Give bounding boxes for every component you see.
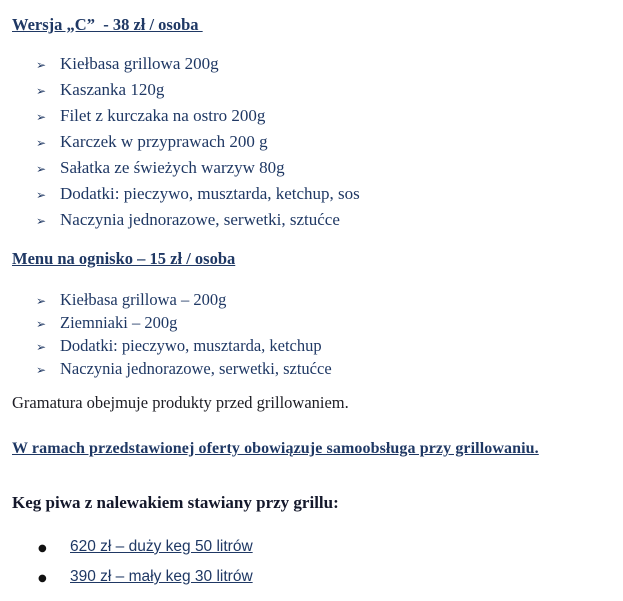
menu-item	[36, 106, 611, 132]
keg-price-item	[38, 538, 611, 568]
menu-item	[36, 359, 611, 382]
arrow-bullet-icon: ➢	[36, 214, 47, 228]
menu-item-text: Ziemniaki – 200g	[60, 313, 178, 332]
menu-item-text: Kaszanka 120g	[60, 80, 165, 99]
keg-price-list	[12, 538, 611, 598]
dot-bullet-icon: ●	[38, 573, 47, 584]
menu-item-text: Filet z kurczaka na ostro 200g	[60, 106, 266, 125]
arrow-bullet-icon: ➢	[36, 363, 47, 377]
section-heading-wersja-c: Wersja „C” - 38 zł / osoba	[12, 15, 203, 34]
menu-item	[36, 336, 611, 359]
arrow-bullet-icon: ➢	[36, 58, 47, 72]
arrow-bullet-icon: ➢	[36, 340, 47, 354]
menu-item-text: Naczynia jednorazowe, serwetki, sztućce	[60, 359, 332, 378]
section-heading-menu-na-ognisko: Menu na ognisko – 15 zł / osoba	[12, 249, 236, 268]
arrow-bullet-icon: ➢	[36, 162, 47, 176]
menu-item-text: Kiełbasa grillowa – 200g	[60, 290, 227, 309]
menu-list-ognisko	[12, 290, 611, 382]
arrow-bullet-icon: ➢	[36, 317, 47, 331]
menu-item-text: Dodatki: pieczywo, musztarda, ketchup, sos	[60, 184, 360, 203]
menu-list-wersja-c	[12, 54, 611, 236]
menu-item-text: Sałatka ze świeżych warzyw 80g	[60, 158, 285, 177]
arrow-bullet-icon: ➢	[36, 188, 47, 202]
arrow-bullet-icon: ➢	[36, 84, 47, 98]
menu-item	[36, 313, 611, 336]
menu-item	[36, 290, 611, 313]
menu-item-text: Naczynia jednorazowe, serwetki, sztućce	[60, 210, 340, 229]
menu-item	[36, 210, 611, 236]
menu-item	[36, 54, 611, 80]
arrow-bullet-icon: ➢	[36, 294, 47, 308]
arrow-bullet-icon: ➢	[36, 136, 47, 150]
menu-item	[36, 158, 611, 184]
gramatura-note: Gramatura obejmuje produkty przed grillowaniem.	[12, 393, 349, 412]
menu-item	[36, 80, 611, 106]
arrow-bullet-icon: ➢	[36, 110, 47, 124]
keg-heading: Keg piwa z nalewakiem stawiany przy grillu:	[12, 493, 339, 512]
menu-item	[36, 132, 611, 158]
dot-bullet-icon: ●	[38, 543, 47, 554]
keg-price-text: 620 zł – duży keg 50 litrów	[70, 538, 253, 555]
keg-price-text: 390 zł – mały keg 30 litrów	[70, 568, 253, 585]
menu-item-text: Karczek w przyprawach 200 g	[60, 132, 268, 151]
menu-item	[36, 184, 611, 210]
keg-price-item	[38, 568, 611, 598]
menu-item-text: Dodatki: pieczywo, musztarda, ketchup	[60, 336, 322, 355]
self-service-notice: W ramach przedstawionej oferty obowiązuje samoobsługa przy grillowaniu.	[12, 440, 539, 457]
menu-item-text: Kiełbasa grillowa 200g	[60, 54, 219, 73]
